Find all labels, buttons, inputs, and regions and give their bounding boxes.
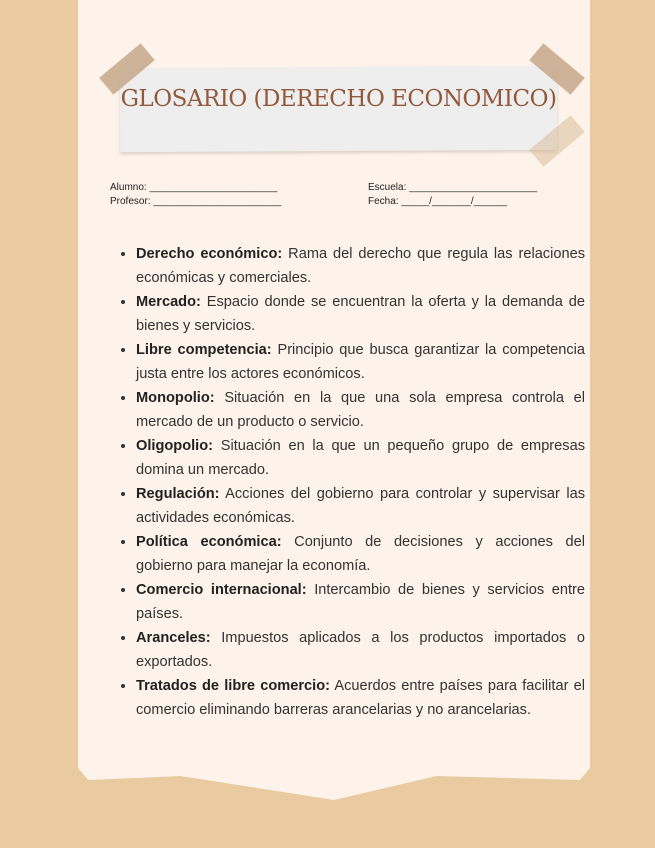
- glossary-definition: Situación en la que una sola empresa controla el mercado de un producto o servicio.: [136, 390, 585, 430]
- alumno-field: Alumno: _______________________: [110, 182, 278, 193]
- glossary-term: Libre competencia:: [136, 342, 272, 358]
- glossary-item: [136, 434, 585, 482]
- glossary-list: [118, 242, 585, 722]
- glossary-item: [136, 482, 585, 530]
- glossary-definition: Principio que busca garantizar la competencia justa entre los actores económicos.: [136, 342, 585, 382]
- glossary-term: Regulación:: [136, 486, 220, 502]
- school-info: [368, 181, 537, 209]
- glossary-item: [136, 530, 585, 578]
- glossary-term: Monopolio:: [136, 390, 215, 406]
- glossary-item: [136, 386, 585, 434]
- glossary-item: [136, 626, 585, 674]
- glossary-item: [136, 290, 585, 338]
- fecha-field: Fecha: _____/_______/______: [368, 196, 508, 207]
- glossary-definition: Acuerdos entre países para facilitar el comercio eliminando barreras arancelarias y no arancelarias.: [136, 678, 585, 718]
- profesor-field: Profesor: _______________________: [110, 196, 282, 207]
- glossary-term: Oligopolio:: [136, 438, 214, 454]
- glossary-item: [136, 242, 585, 290]
- glossary-term: Comercio internacional:: [136, 582, 307, 598]
- glossary-item: [136, 578, 585, 626]
- glossary-item: [136, 338, 585, 386]
- glossary-definition: Espacio donde se encuentran la oferta y la demanda de bienes y servicios.: [136, 294, 585, 334]
- page-title: GLOSARIO (DERECHO ECONOMICO): [120, 86, 557, 112]
- glossary-term: Mercado:: [136, 294, 201, 310]
- glossary-term: Tratados de libre comercio:: [136, 678, 330, 694]
- glossary-term: Política económica:: [136, 534, 282, 550]
- glossary-item: [136, 674, 585, 722]
- glossary-definition: Conjunto de decisiones y acciones del gobierno para manejar la economía.: [136, 534, 585, 574]
- glossary-term: Derecho económico:: [136, 246, 283, 262]
- escuela-field: Escuela: _______________________: [368, 182, 538, 193]
- glossary-term: Aranceles:: [136, 630, 211, 646]
- student-info: [110, 181, 281, 209]
- glossary-definition: Acciones del gobierno para controlar y supervisar las actividades económicas.: [136, 486, 585, 526]
- glossary-definition: Rama del derecho que regula las relaciones económicas y comerciales.: [136, 246, 585, 286]
- glossary-definition: Impuestos aplicados a los productos importados o exportados.: [136, 630, 585, 670]
- glossary-definition: Situación en la que un pequeño grupo de empresas domina un mercado.: [136, 438, 585, 478]
- glossary-definition: Intercambio de bienes y servicios entre países.: [136, 582, 586, 622]
